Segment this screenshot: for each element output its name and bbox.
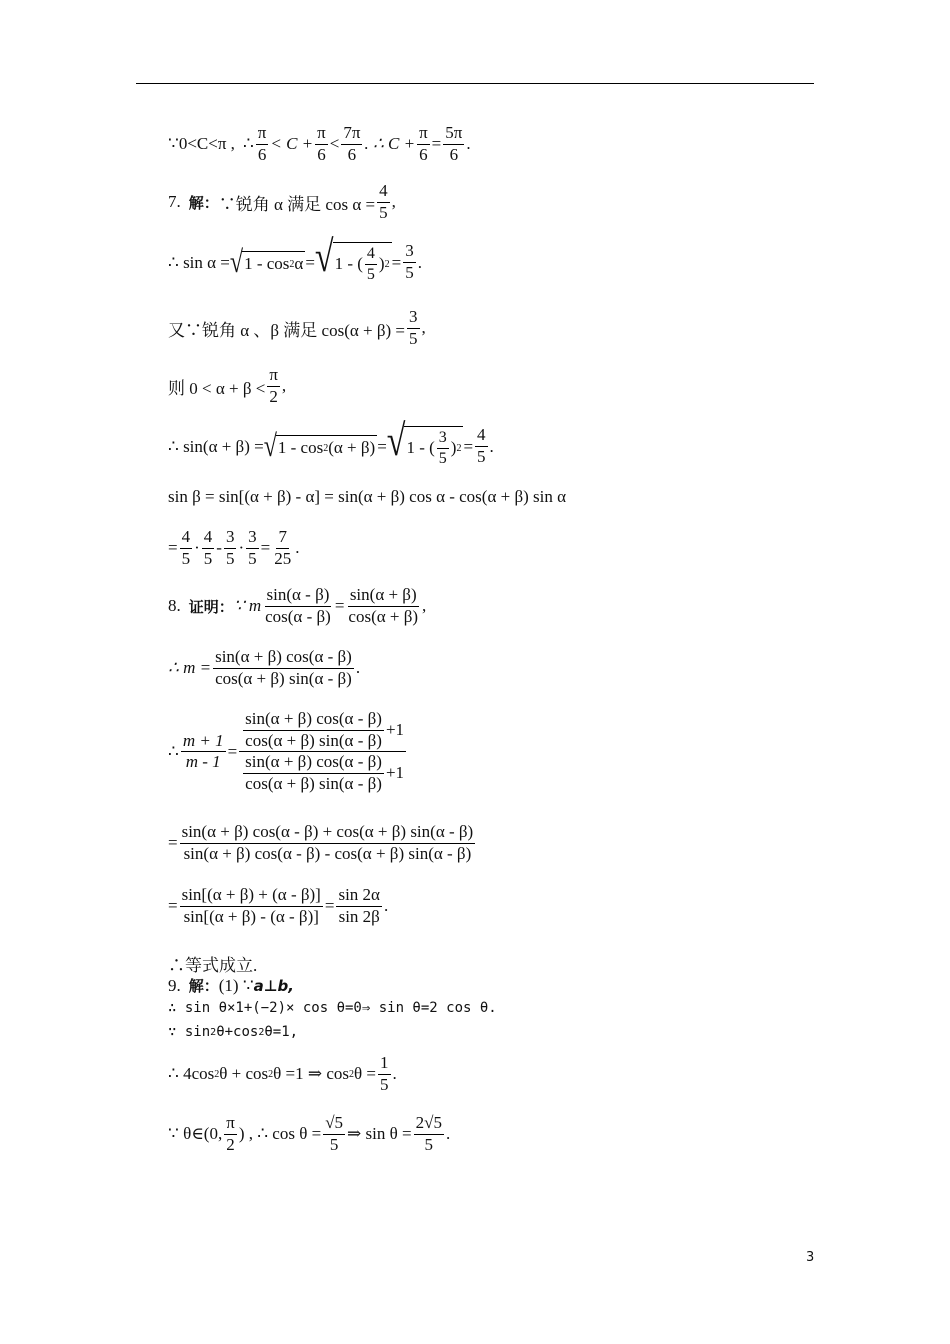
sqrt-expression: √ 1 - ( $\frac{4}{5}$ ) 2 — [314, 233, 390, 283]
q9-line5: ∵ θ∈(0, $\frac{\pi}{2}$ ) , ∴ cos θ = $\frac{√5}{5}$ ⇒ sin θ = $\frac{2√5}{5}$ . — [168, 1113, 451, 1154]
sin-ab-line — [168, 417, 494, 467]
part-label: (1) ∵ — [218, 975, 254, 995]
q9-line2 — [168, 1000, 497, 1016]
comma: , — [421, 318, 426, 338]
expr-text: ∴ sin θ×1+(−2)× cos θ=0⇒ sin θ=2 cos θ. — [168, 1000, 497, 1016]
fraction-7-25: $\frac{7}{25}$ — [274, 527, 292, 568]
period: . — [466, 134, 471, 154]
expr-text: ∴ sin α = — [168, 252, 230, 272]
expr-text: ∵ m — [233, 596, 262, 616]
fraction-7pi-6: $\frac{7\pi}{6}$ — [343, 123, 361, 164]
q8-conclusion — [168, 951, 257, 976]
solution-label: 解： — [188, 193, 219, 212]
sin2-line: = $\frac{\sin[(\alpha + \beta) + (\alpha - \beta)]}{\sin[(\alpha + \beta) - (\alpha - \beta)]}$ = $\frac{\sin 2\alpha}{\sin 2\beta}$ . — [168, 885, 389, 926]
because-symbol: ∵ — [168, 134, 179, 154]
expr-text: 又∵锐角 α 、β 满足 cos(α + β) = — [168, 320, 406, 340]
proof-label: 证明： — [188, 597, 234, 616]
comma: , — [281, 376, 287, 396]
eq-symbol: = — [168, 538, 178, 558]
q9-header — [168, 975, 294, 996]
sin-alpha-line — [168, 233, 422, 283]
perp-condition: a⊥b, — [253, 976, 294, 995]
question-number: 9. — [168, 975, 181, 995]
fraction-3-5: $\frac{3}{5}$ — [405, 241, 414, 283]
fraction-4-5: $\frac{4}{5}$ — [477, 425, 486, 467]
q7-header — [168, 182, 396, 222]
sin-beta-line — [168, 487, 566, 507]
sqrt-expression: √ 1 - ( $\frac{3}{5}$ ) 2 — [386, 417, 462, 467]
fraction-3-5: $\frac{3}{5}$ — [409, 307, 418, 348]
header-rule — [136, 83, 814, 84]
q7-condition: ∵锐角 α 满足 cos α = — [218, 194, 376, 214]
expr-text: 则 0 < α + β < — [168, 378, 266, 398]
solution-label: 解： — [188, 977, 219, 995]
range-line — [168, 366, 286, 406]
period: . — [489, 436, 494, 456]
period: . — [417, 252, 422, 272]
eq-symbol: = — [431, 134, 442, 154]
fraction-pi-2: $\frac{\pi}{2}$ — [269, 365, 278, 406]
fraction-pi-6: $\frac{\pi}{6}$ — [257, 123, 267, 164]
sqrt-expression: √ 1 - cos 2 α — [229, 245, 304, 280]
expanded-line: = $\frac{\sin(\alpha + \beta) \cos(\alpha - \beta) + \cos(\alpha + \beta) \sin(\alpha - \beta)}{\sin(\alpha + \beta) \cos(\alpha - \beta) - \cos(\alpha + \beta) \sin(\alpha - \beta)}$ — [168, 822, 474, 863]
question-number: 8. — [168, 596, 181, 616]
m-line: ∴ m = $\frac{\sin(\alpha + \beta) \cos(\alpha - \beta)}{\cos(\alpha + \beta) \sin(\alpha - \beta)}$ . — [168, 647, 361, 688]
fraction-4-5: $\frac{4}{5}$ — [379, 181, 388, 222]
question-number: 7. — [168, 192, 181, 212]
eq-symbol: = — [305, 252, 315, 272]
expr-text: ∴ m = — [168, 658, 212, 678]
q9-line3: ∵ sin 2 θ+cos 2 θ=1, — [168, 1024, 299, 1040]
therefore-symbol: ∴ — [242, 134, 254, 154]
conclusion-text: ∴等式成立. — [168, 956, 258, 975]
condition-text: 0<C<π , — [178, 134, 235, 154]
line-c-range — [168, 124, 471, 164]
expr-text: ∴ sin(α + β) = — [168, 436, 264, 456]
expr-text: < C + — [270, 134, 314, 154]
sin-beta-calc: = $\frac{4}{5}$ · $\frac{4}{5}$ - $\frac{3}{5}$ · $\frac{3}{5}$ = $\frac{7}{25}$ . — [168, 527, 300, 568]
also-line — [168, 308, 426, 348]
fraction-pi-6: $\frac{\pi}{6}$ — [317, 123, 326, 164]
eq-symbol: = — [391, 252, 402, 272]
q8-header: 8. 证明： ∵ m $\frac{\sin(\alpha - \beta)}{\cos(\alpha - \beta)}$ = $\frac{\sin(\alpha + \beta)}{\cos(\alpha + \beta)}$ , — [168, 585, 427, 626]
expr-text: sin β = sin[(α + β) - α] = sin(α + β) cos α - cos(α + β) sin α — [168, 487, 567, 506]
eq-symbol: = — [377, 436, 387, 456]
eq-symbol: = — [463, 436, 474, 456]
lt-symbol: < — [329, 134, 340, 154]
expr-text: . ∴ C + — [364, 134, 416, 154]
sqrt-expression: √ 1 - cos 2 (α + β) — [263, 429, 376, 464]
q9-line4: ∴ 4cos 2 θ + cos 2 θ =1 ⇒ cos 2 θ = $\frac{1}{5}$ . — [168, 1053, 397, 1094]
compound-fraction: $\frac{\sin(\alpha + \beta) \cos(\alpha - \beta)}{\cos(\alpha + \beta) \sin(\alpha - \beta)}$ +1 $\frac{\sin(\alpha + \beta) \cos(\alpha - \beta)}{\cos(\alpha + \beta) \sin(\alpha - \beta)}$ +1 — [239, 710, 406, 794]
comma: , — [391, 192, 396, 212]
fraction-pi-6: $\frac{\pi}{6}$ — [419, 123, 428, 164]
fraction-5pi-6: $\frac{5\pi}{6}$ — [445, 123, 463, 164]
ratio-line: ∴ $\frac{m + 1}{m - 1}$ = $\frac{\sin(\alpha + \beta) \cos(\alpha - \beta)}{\cos(\alpha + \beta) \sin(\alpha - \beta)}$ +1 $\frac{\sin(\alpha + \beta) \cos(\alpha - \beta)}{\cos(\alpha + \beta) \sin(\alpha - \beta)}$ +1 — [168, 709, 405, 794]
page-number: 3 — [806, 1250, 815, 1265]
